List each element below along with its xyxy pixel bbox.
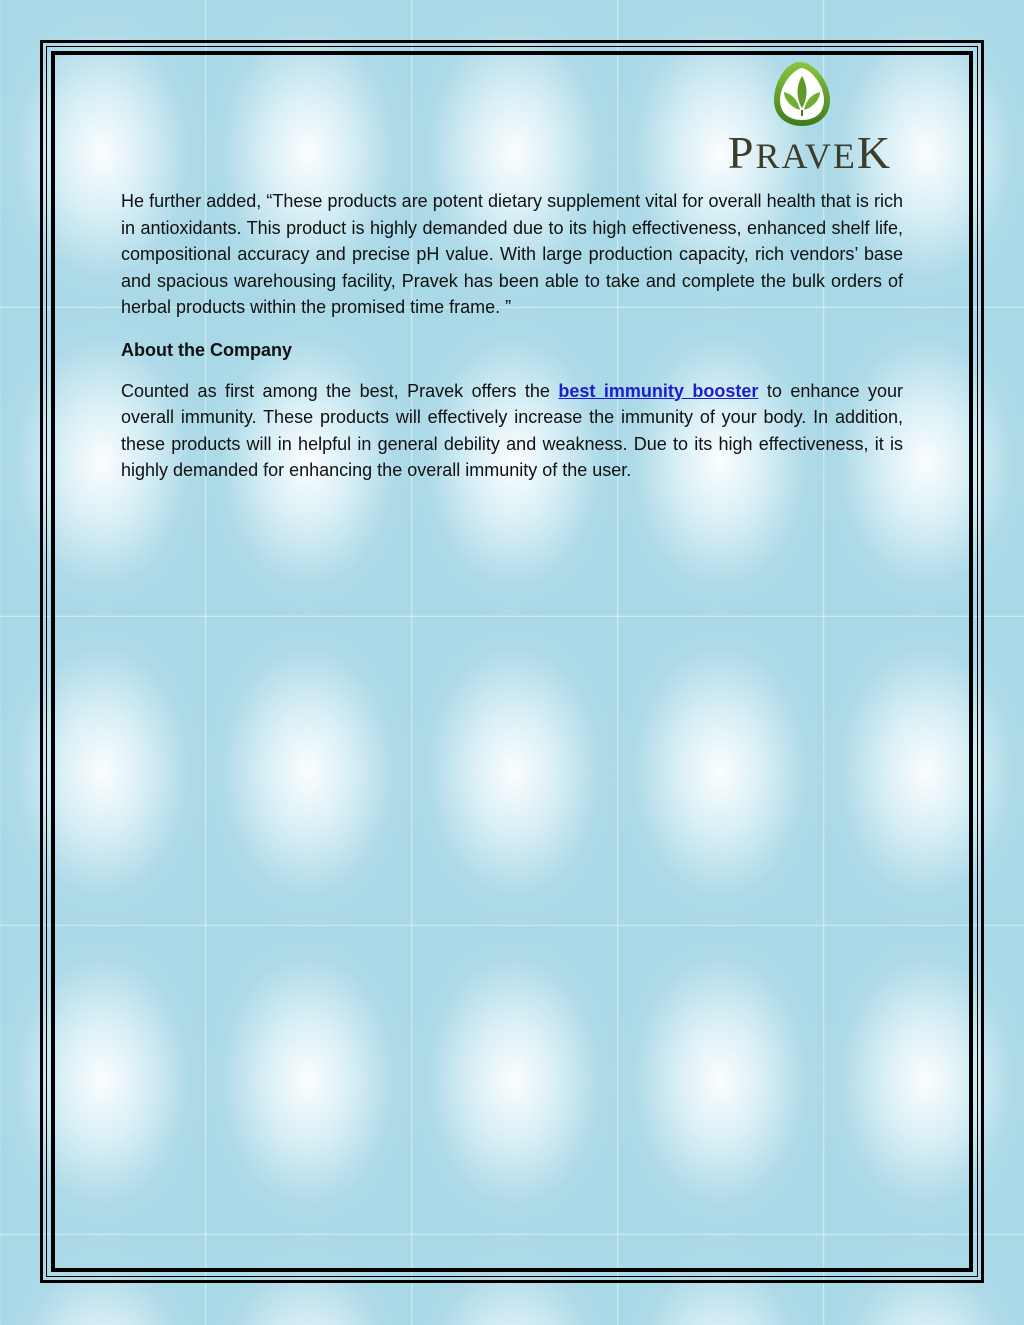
section-heading-about: About the Company [121,339,292,360]
paragraph-about [121,378,903,484]
paragraph-about-text-start: Counted as first among the best, Pravek offers the [121,380,559,401]
paragraph-quote: He further added, “These products are potent dietary supplement vital for overall health that is rich in antioxidants. This product is highly demanded due to its high effectiveness, enhanced shelf life, compositional accuracy and precise pH value. With large production capacity, rich vendors’ base and spacious warehousing facility, Pravek has been able to take and complete the bulk orders of herbal products within the promised time frame. ” [121,191,903,317]
leaf-shield-logo-icon [712,58,908,176]
pravek-logo [712,58,908,176]
logo-wordmark: PRAVEK [727,127,893,176]
best-immunity-booster-link[interactable]: best immunity booster [558,380,759,401]
paragraph-about-text-end: to enhance your overall immunity. These products will effectively increase the immunity of your body. In addition, these products will in helpful in general debility and weakness. Due to its high effectiveness, it is highly demanded for enhancing the overall immunity of the user. [121,380,903,480]
document-body [121,188,903,500]
